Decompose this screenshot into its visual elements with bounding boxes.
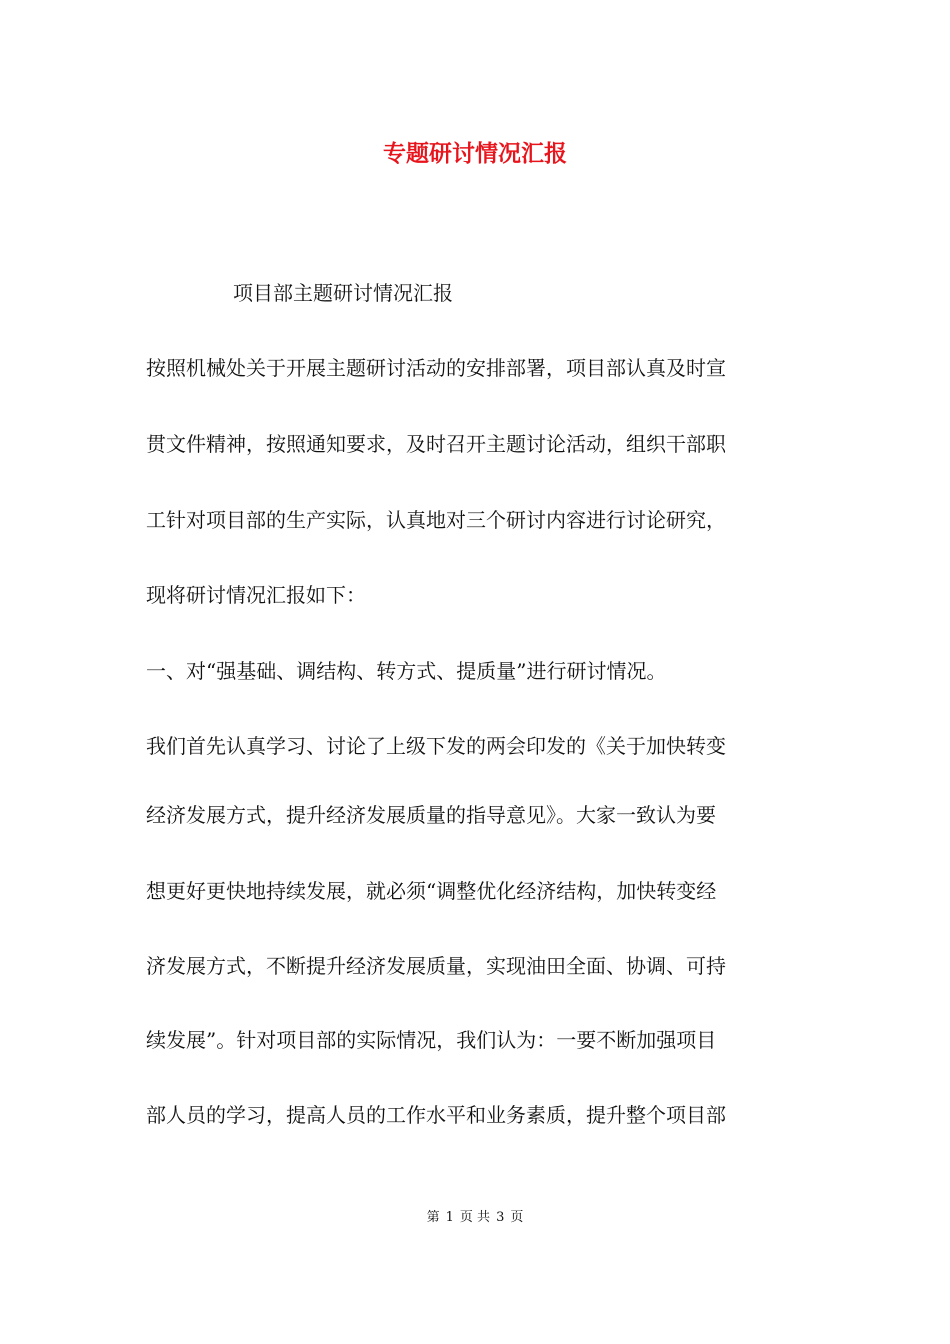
body-line: 经济发展方式，提升经济发展质量的指导意见》。大家一致认为要 — [146, 803, 716, 827]
body-line: 想更好更快地持续发展，就必须“调整优化经济结构，加快转变经 — [146, 879, 717, 903]
body-line: 按照机械处关于开展主题研讨活动的安排部署，项目部认真及时宣 — [146, 356, 726, 380]
page-title: 专题研讨情况汇报 — [383, 140, 567, 167]
current-page-number: 1 — [445, 1210, 454, 1225]
body-line: 工针对项目部的生产实际，认真地对三个研讨内容进行讨论研究， — [146, 508, 726, 532]
section-heading: 一、对“强基础、调结构、转方式、提质量”进行研讨情况。 — [146, 659, 667, 683]
body-line: 部人员的学习，提高人员的工作水平和业务素质，提升整个项目部 — [146, 1103, 726, 1127]
footer-prefix: 第 — [426, 1210, 440, 1225]
body-line: 现将研讨情况汇报如下： — [146, 583, 366, 607]
footer-suffix: 页 — [510, 1210, 524, 1225]
body-line: 我们首先认真学习、讨论了上级下发的两会印发的《关于加快转变 — [146, 734, 726, 758]
body-line: 济发展方式，不断提升经济发展质量，实现油田全面、协调、可持 — [146, 954, 726, 978]
total-pages-number: 3 — [496, 1210, 505, 1225]
body-line: 续发展”。针对项目部的实际情况，我们认为：一要不断加强项目 — [146, 1028, 717, 1052]
page-footer — [0, 1208, 950, 1228]
body-line: 贯文件精神，按照通知要求，及时召开主题讨论活动，组织干部职 — [146, 432, 726, 456]
footer-middle: 页 共 — [459, 1210, 491, 1225]
document-subtitle: 项目部主题研讨情况汇报 — [233, 281, 453, 305]
